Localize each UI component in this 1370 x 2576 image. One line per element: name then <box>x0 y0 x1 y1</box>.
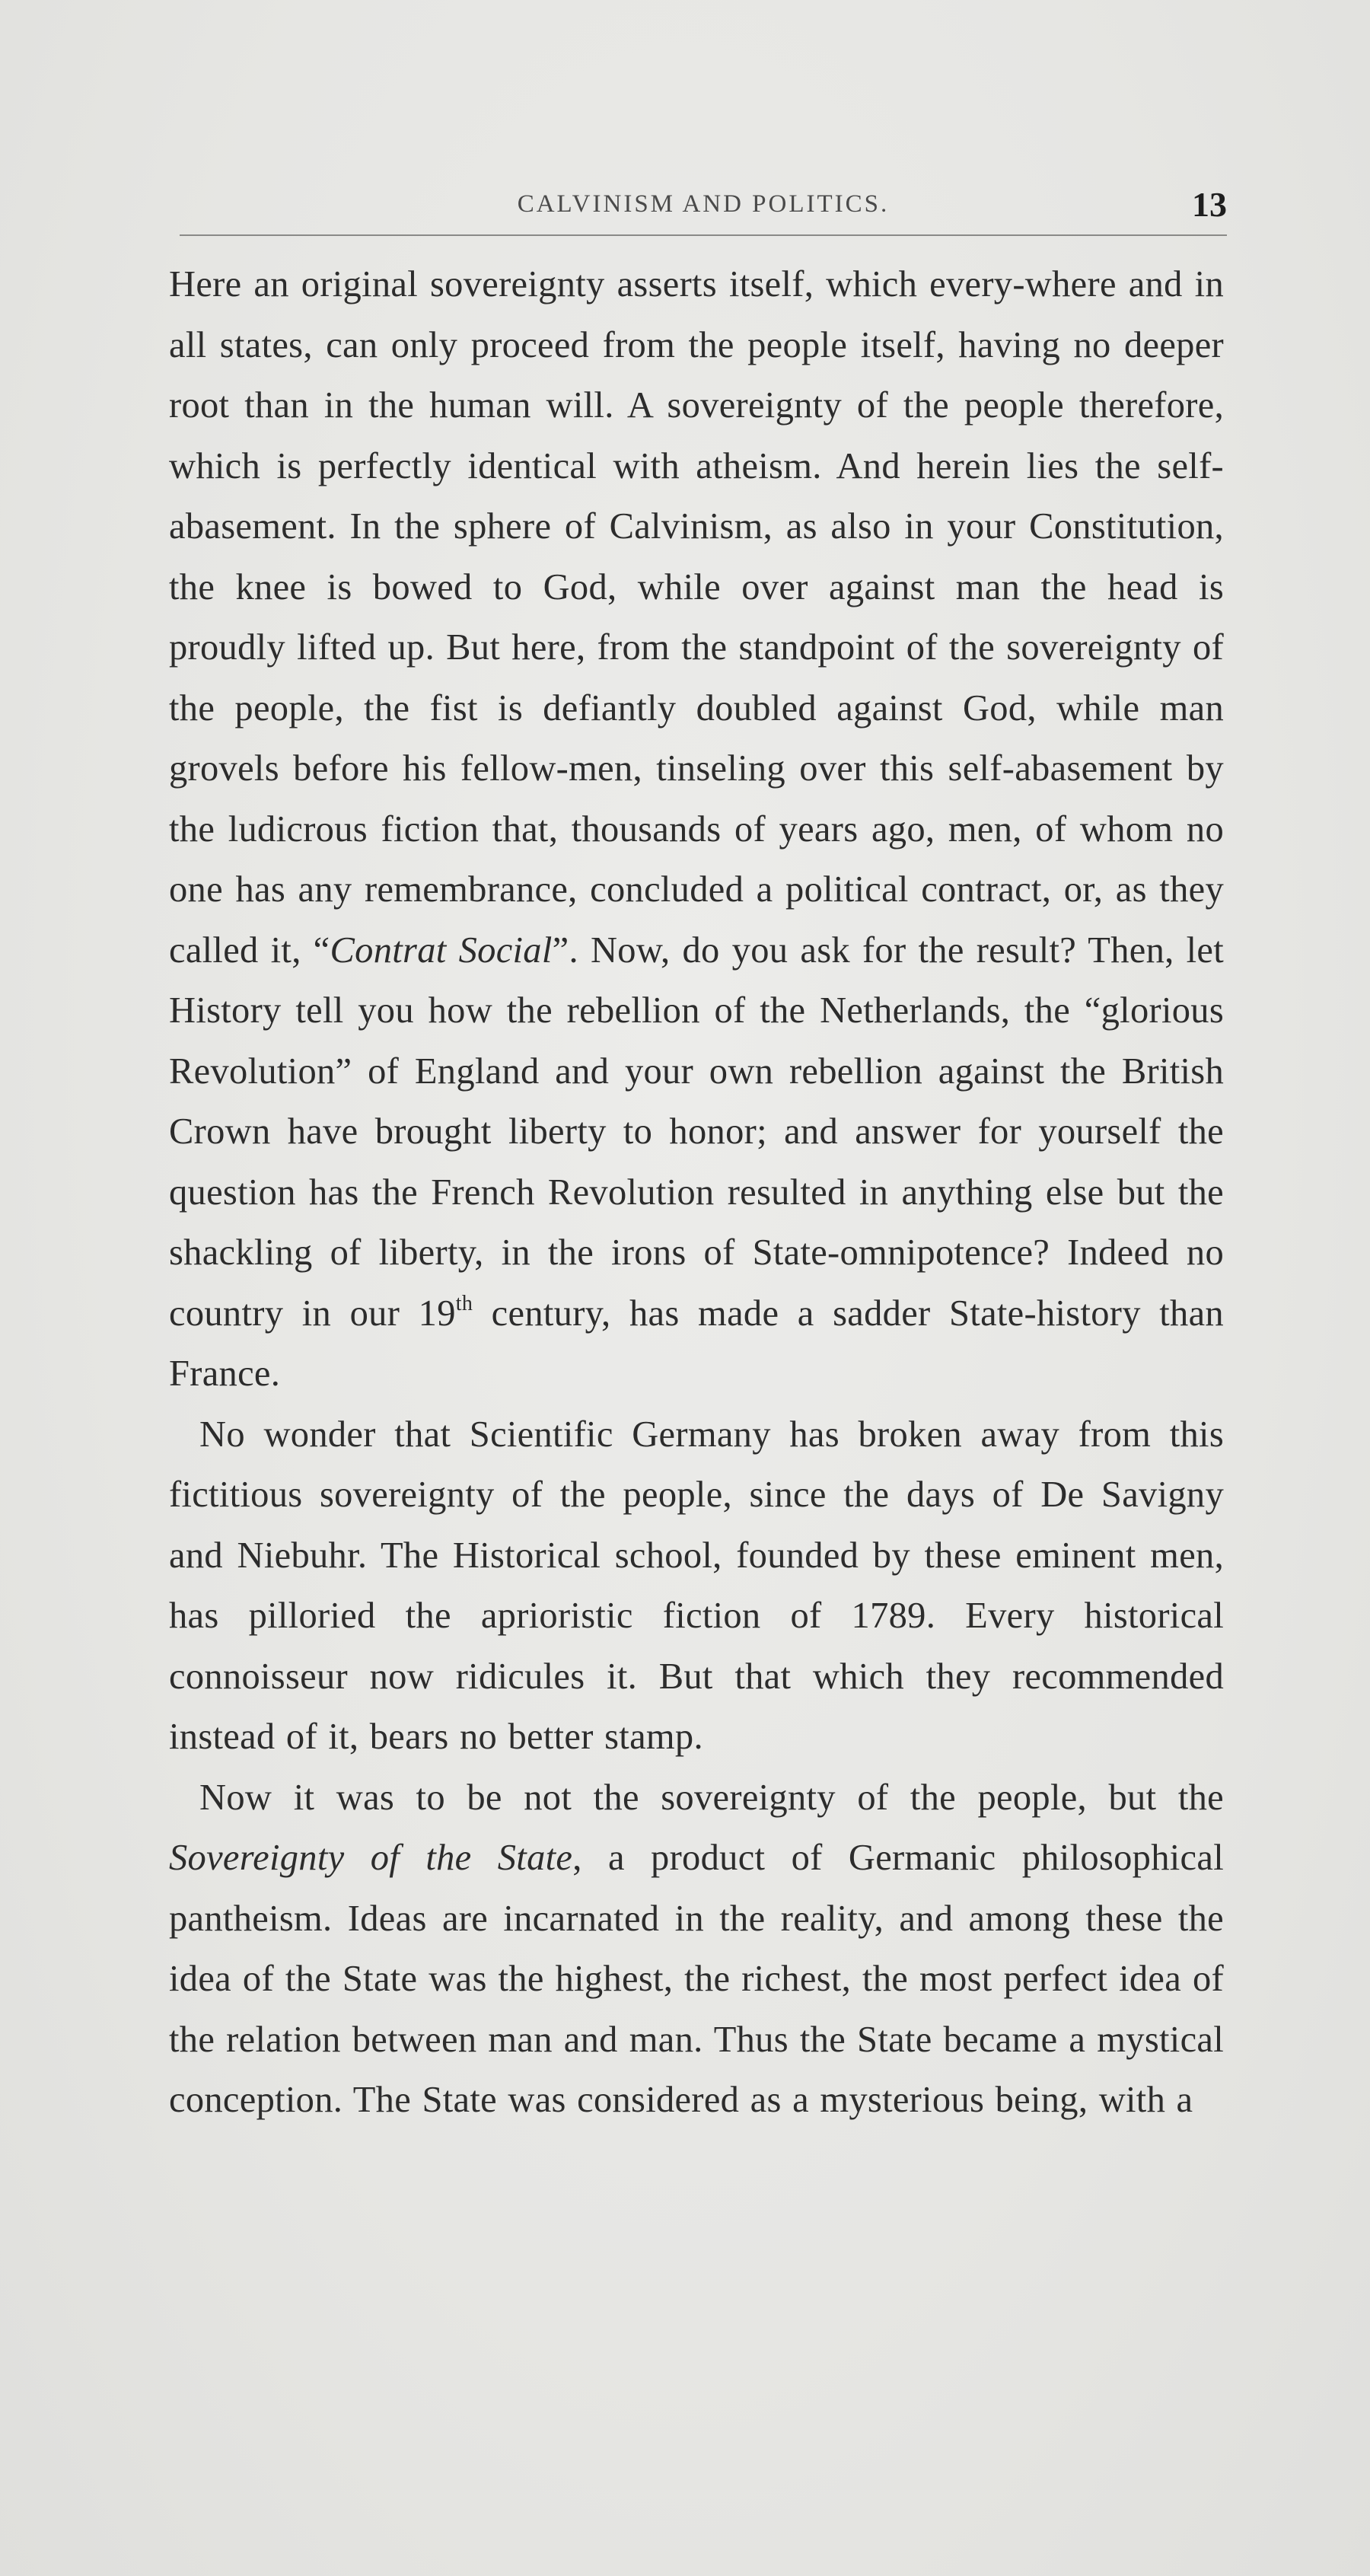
text-run: , a product of Germanic philosophical pantheism. Ideas are incarnated in the reality, and among these the idea of the State was the highest, the richest, the most perfect idea of the relation between man and man. Thus the State became a mystical conception. The State was considered as a mysterious being, with a <box>169 1838 1224 2120</box>
paragraph-2 <box>169 1404 1224 1768</box>
paragraph-3 <box>169 1768 1224 2131</box>
body-text <box>169 254 1224 2131</box>
text-run: century, has made a sadder State-history than France. <box>169 1293 1224 1394</box>
italic-phrase-contrat-social: Contrat Social <box>330 929 553 971</box>
running-title: CALVINISM AND POLITICS. <box>517 190 890 218</box>
paragraph-1 <box>169 254 1224 1404</box>
text-run: ”. Now, do you ask for the result? Then, let History tell you how the rebellion of the Netherlands, the “glorious Revolution” of England and your own rebellion against the British Crown have brought liberty to honor; and answer for yourself the question has the French Revolution resulted in anything else but the shackling of liberty, in the irons of State-omnipotence? Indeed no country in our 19 <box>169 929 1224 1334</box>
superscript-th: th <box>455 1291 473 1315</box>
text-run: Now it was to be not the sovereignty of the people, but the <box>199 1777 1224 1818</box>
running-head <box>180 186 1227 236</box>
italic-phrase-sovereignty-of-the-state: Sovereignty of the State <box>169 1838 573 1878</box>
text-run: No wonder that Scientific Germany has broken away from this fictitious sovereignty of the people, since the days of De Savigny and Niebuhr. The Historical school, founded by these eminent men, has pilloried the aprioristic fiction of 1789. Every historical connoisseur now ridicules it. But that which they recommended instead of it, bears no better stamp. <box>169 1414 1224 1757</box>
text-run: Here an original sovereignty asserts itself, which every-where and in all states, can only proceed from the people itself, having no deeper root than in the human will. A sovereignty of the people therefore, which is perfectly identical with atheism. And herein lies the self-abasement. In the sphere of Calvinism, as also in your Constitution, the knee is bowed to God, while over against man the head is proudly lifted up. But here, from the standpoint of the sovereignty of the people, the fist is defiantly doubled against God, while man grovels before his fellow-men, tinseling over this self-abasement by the ludicrous fiction that, thousands of years ago, men, of whom no one has any remembrance, concluded a political contract, or, as they called it, “ <box>169 264 1224 971</box>
page-number: 13 <box>1192 185 1227 224</box>
